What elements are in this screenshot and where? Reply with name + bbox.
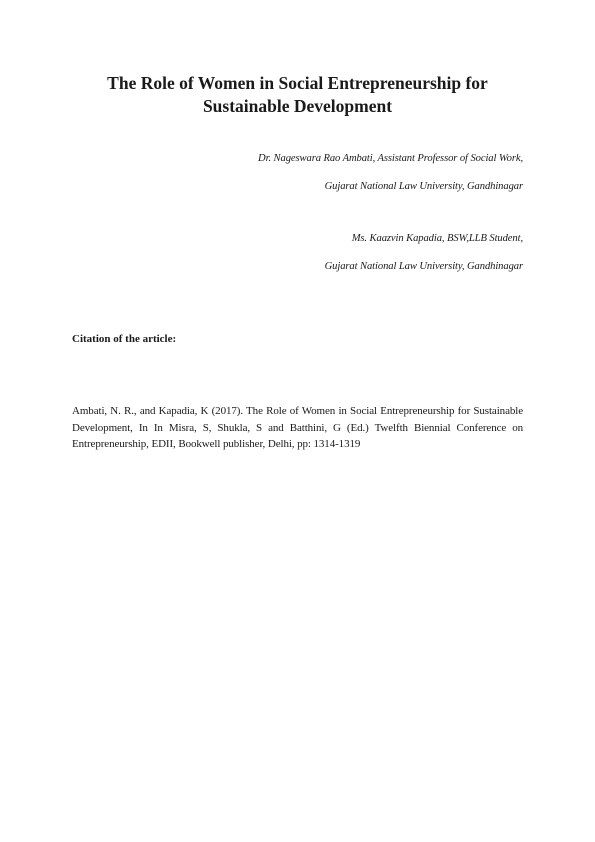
author-2-name-line: Ms. Kaazvin Kapadia, BSW,LLB Student, — [351, 233, 523, 244]
author-1-name-line: Dr. Nageswara Rao Ambati, Assistant Professor of Social Work, — [258, 153, 523, 164]
author-1-affiliation-line: Gujarat National Law University, Gandhinagar — [324, 181, 523, 192]
author-2-affiliation-line: Gujarat National Law University, Gandhinagar — [324, 261, 523, 272]
author-block-2 — [325, 225, 523, 281]
citation-heading: Citation of the article: — [72, 333, 177, 345]
title-line-2: Sustainable Development — [202, 96, 393, 116]
citation-text: Ambati, N. R., and Kapadia, K (2017). The Role of Women in Social Entrepreneurship for Sustainable Development, In In Misra, S, Shukla, S and Batthini, G (Ed.) Twelfth Biennial Conference on Entrepreneurship, EDII, Bookwell publisher, Delhi, pp: 1314-1319 — [72, 405, 523, 450]
author-block-1 — [258, 145, 523, 201]
title-line-1: The Role of Women in Social Entrepreneurship for — [107, 73, 488, 93]
document-title — [0, 72, 595, 118]
